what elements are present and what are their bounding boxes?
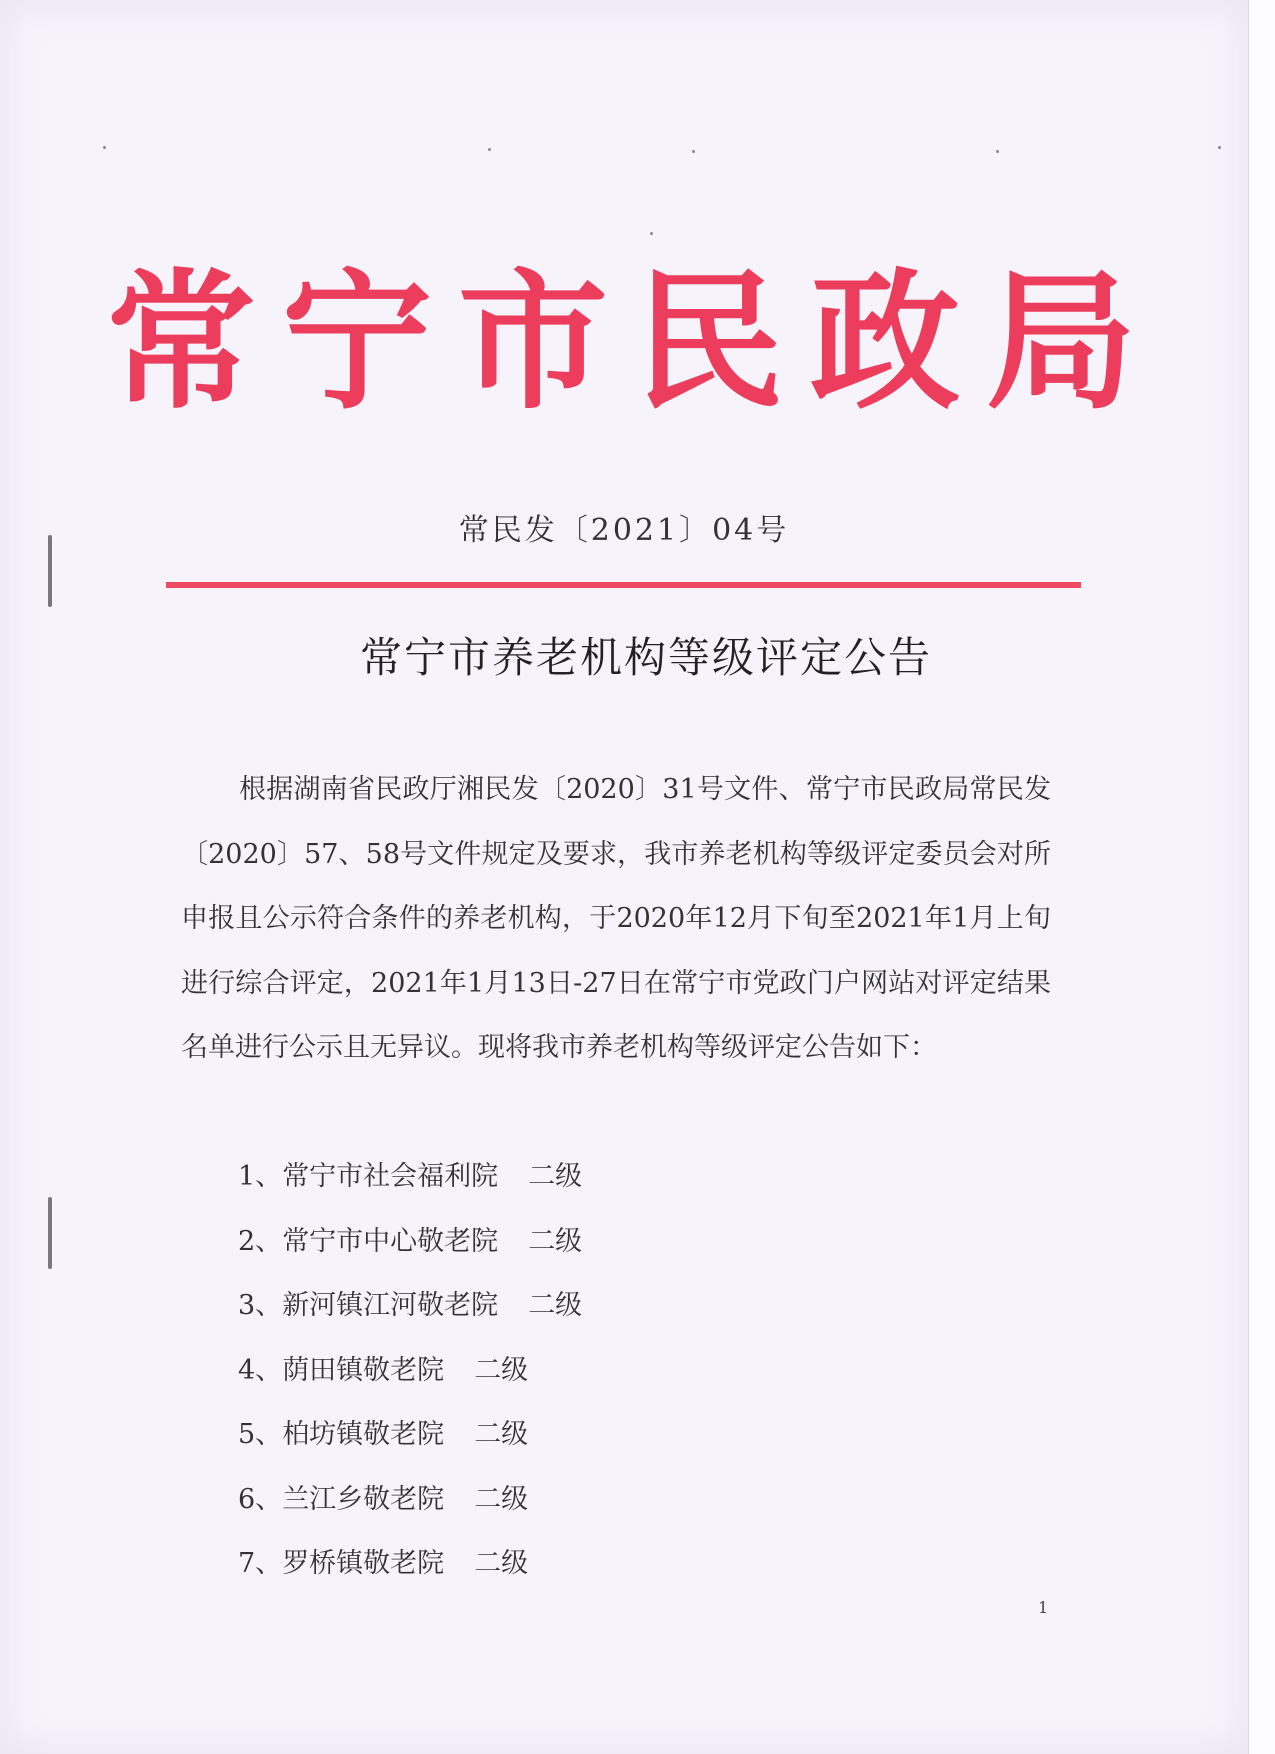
issuing-department-title: 常宁市民政局 xyxy=(105,256,1162,430)
institution-list xyxy=(238,1145,582,1597)
list-item xyxy=(238,1532,582,1597)
institution-name: 罗桥镇敬老院 xyxy=(282,1548,445,1579)
list-item xyxy=(238,1274,582,1339)
list-item xyxy=(238,1468,582,1533)
institution-name: 常宁市中心敬老院 xyxy=(282,1225,499,1257)
institution-grade: 二级 xyxy=(474,1419,529,1450)
institution-grade: 二级 xyxy=(474,1548,529,1579)
institution-grade: 二级 xyxy=(528,1225,583,1257)
scan-speck xyxy=(650,232,653,235)
institution-name: 常宁市社会福利院 xyxy=(282,1161,499,1192)
scan-speck xyxy=(996,150,999,153)
notice-title: 常宁市养老机构等级评定公告 xyxy=(359,633,932,682)
item-index: 7、 xyxy=(238,1548,283,1579)
item-index: 1、 xyxy=(238,1161,283,1192)
page-number: 1 xyxy=(1038,1598,1049,1617)
institution-grade: 二级 xyxy=(474,1483,529,1515)
item-index: 3、 xyxy=(238,1290,283,1321)
scan-speck xyxy=(103,146,106,149)
institution-name: 新河镇江河敬老院 xyxy=(282,1290,499,1321)
institution-grade: 二级 xyxy=(528,1161,583,1192)
item-index: 2、 xyxy=(238,1225,283,1257)
scan-speck xyxy=(692,150,695,153)
scan-speck xyxy=(1218,146,1221,149)
institution-name: 荫田镇敬老院 xyxy=(282,1354,445,1386)
staple-bottom xyxy=(48,1197,52,1269)
list-item xyxy=(238,1403,582,1468)
institution-name: 柏坊镇敬老院 xyxy=(282,1419,445,1450)
institution-name: 兰江乡敬老院 xyxy=(282,1483,445,1515)
scan-page-edge xyxy=(1248,0,1275,1754)
scan-speck xyxy=(488,148,491,151)
item-index: 5、 xyxy=(238,1419,283,1450)
institution-grade: 二级 xyxy=(528,1290,583,1321)
institution-grade: 二级 xyxy=(474,1354,529,1386)
red-divider-line xyxy=(166,582,1081,588)
item-index: 6、 xyxy=(238,1483,283,1515)
notice-body-paragraph: 根据湖南省民政厅湘民发〔2020〕31号文件、常宁市民政局常民发〔2020〕57、58号文件规定及要求，我市养老机构等级评定委员会对所申报且公示符合条件的养老机构，于2020年12月下旬至2021年1月上旬进行综合评定，2021年1月13日-27日在常宁市党政门户网站对评定结果名单进行公示且无异议。现将我市养老机构等级评定公告如下： xyxy=(181,774,1051,1063)
list-item xyxy=(238,1145,582,1210)
list-item xyxy=(238,1210,582,1275)
document-number: 常民发〔2021〕04号 xyxy=(458,513,790,548)
list-item xyxy=(238,1339,582,1404)
item-index: 4、 xyxy=(238,1354,283,1386)
